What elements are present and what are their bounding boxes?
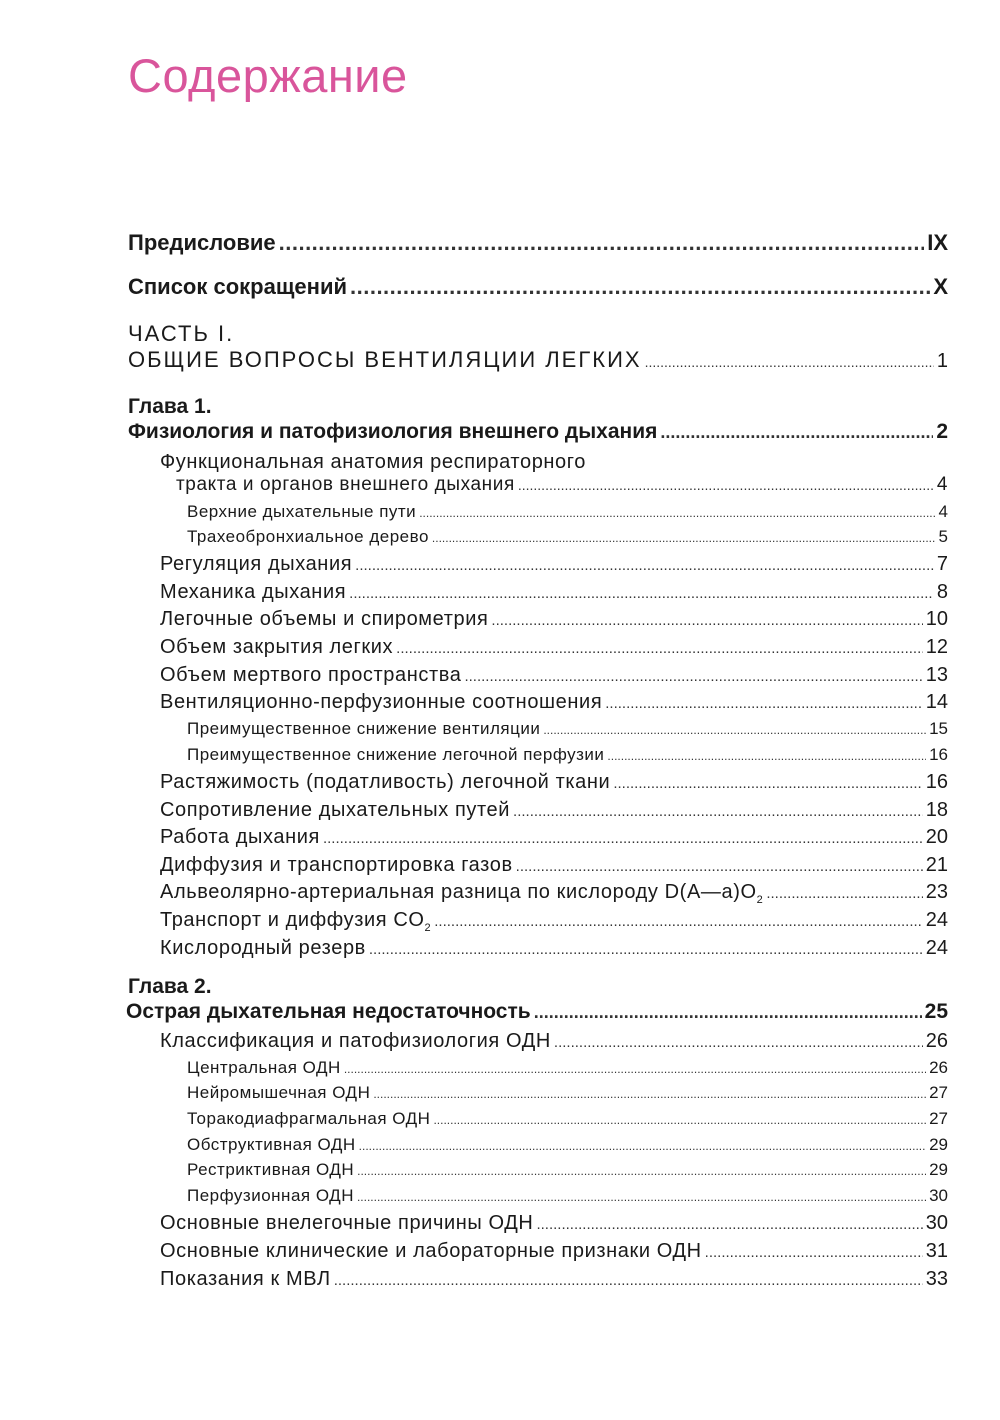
toc-entry-chapter-1[interactable] [128,421,948,442]
toc-page-number: 31 [925,1240,948,1262]
toc-entry-label: Рестриктивная ОДН [187,1160,355,1179]
toc-page-number: 14 [925,691,948,713]
chapter-title: Физиология и патофизиология внешнего дыхания [128,420,658,443]
toc-entry-label: Перфузионная ОДН [187,1186,354,1205]
dot-leader [543,724,926,736]
toc-page-number: 23 [925,881,948,903]
toc-subentry[interactable] [187,1110,948,1127]
toc-entry-label: Верхние дыхательные пути [187,502,417,521]
chapter-label: Глава 1. [128,395,212,418]
toc-page-number: X [933,274,948,299]
toc-entry-label: Преимущественное снижение легочной перфузии [187,745,605,764]
toc-entry[interactable] [160,582,948,602]
toc-subentry[interactable] [187,1136,948,1153]
toc-page-number: 30 [925,1212,948,1234]
dot-leader [518,478,934,492]
dot-leader [334,1273,923,1288]
toc-entry-label: Альвеолярно-артериальная разница по кислороду $D(A—a)O_2$ [160,881,764,906]
toc-page-number: 24 [925,909,948,931]
toc-subentry[interactable] [187,528,948,545]
toc-page-number: 15 [929,719,948,738]
dot-leader [705,1245,923,1260]
toc-subentry[interactable] [187,503,948,520]
dot-leader [491,613,922,628]
toc-page-number: 13 [925,664,948,686]
toc-entry[interactable] [160,910,948,934]
dot-leader [554,1035,923,1050]
dot-leader [645,355,934,369]
toc-page-number: 21 [925,854,948,876]
toc-subentry[interactable] [187,746,948,763]
toc-entry-label: Механика дыхания [160,581,347,603]
toc-entry-label: Растяжимость (податливость) легочной ткани [160,771,611,793]
toc-entry-label: Основные внелегочные причины ОДН [160,1212,534,1234]
dot-leader [323,831,923,846]
toc-entry[interactable] [160,665,948,685]
dot-leader [464,669,922,684]
toc-entry-label: Легочные объемы и спирометрия [160,608,489,630]
toc-entry-abbreviations[interactable] [128,276,948,298]
dot-leader [357,1191,926,1203]
toc-page-number: 30 [929,1186,948,1205]
toc-entry-label: Преимущественное снижение вентиляции [187,719,541,738]
toc-page-number: 4 [938,502,948,521]
toc-entry-preface[interactable] [128,232,948,254]
toc-subentry[interactable] [187,720,948,737]
part-label: ЧАСТЬ I. [128,321,235,346]
toc-entry[interactable] [176,475,948,494]
toc-entry-label: Вентиляционно-перфузионные соотношения [160,691,603,713]
dot-leader [350,276,930,298]
toc-entry-label: Кислородный резерв [160,937,366,959]
toc-subentry[interactable] [187,1059,948,1076]
toc-entry[interactable] [160,800,948,820]
dot-leader [513,804,923,819]
dot-leader [613,776,922,791]
dot-leader [396,641,923,656]
toc-page-number: 26 [929,1058,948,1077]
toc-entry[interactable] [160,1031,948,1051]
toc-entry-label: Работа дыхания [160,826,320,848]
dot-leader [373,1088,926,1100]
dot-leader [357,1165,926,1177]
toc-page-number: 12 [925,636,948,658]
toc-entry-label: Сопротивление дыхательных путей [160,799,511,821]
toc-page-number: 27 [929,1109,948,1128]
toc-page-number: 33 [925,1268,948,1290]
toc-entry[interactable] [160,554,948,574]
toc-page-number: 18 [925,799,948,821]
toc-entry[interactable] [160,692,948,712]
dot-leader [605,696,922,711]
toc-entry-part-1[interactable] [128,349,948,371]
toc-page-number: 16 [929,745,948,764]
toc-page-number: 26 [925,1030,948,1052]
toc-entry-label: Объем мертвого пространства [160,664,462,686]
toc-entry-label: Показания к МВЛ [160,1268,331,1290]
page-title: Содержание [128,49,408,102]
dot-leader [766,886,922,901]
part-title: ОБЩИЕ ВОПРОСЫ ВЕНТИЛЯЦИИ ЛЕГКИХ [128,347,642,372]
toc-page-number: 20 [925,826,948,848]
toc-page-number: 25 [924,1000,948,1023]
toc-page-number: 2 [936,420,948,443]
toc-page-number: 4 [936,474,948,495]
toc-entry[interactable] [160,637,948,657]
dot-leader [419,507,935,519]
toc-entry-label: Транспорт и диффузия $CO_2$ [160,909,432,934]
dot-leader [344,1063,926,1075]
dot-leader [660,423,933,441]
toc-entry-label: Регуляция дыхания [160,553,353,575]
toc-page-number: 1 [936,350,948,372]
dot-leader [536,1217,922,1232]
toc-entry-label: Основные клинические и лабораторные признаки ОДН [160,1240,702,1262]
toc-entry[interactable] [160,609,948,629]
toc-entry[interactable] [160,1269,948,1289]
dot-leader [355,558,934,573]
toc-entry-label: Классификация и патофизиология ОДН [160,1030,551,1052]
toc-entry[interactable] [160,938,948,958]
toc-page-number: 7 [936,553,948,575]
dot-leader [433,1114,926,1126]
toc-subentry[interactable] [187,1084,948,1101]
toc-entry[interactable] [160,772,948,792]
toc-entry-chapter-2[interactable] [126,1001,948,1022]
dot-leader [432,532,936,544]
dot-leader [434,914,923,929]
toc-entry-label: Диффузия и транспортировка газов [160,854,513,876]
dot-leader [369,942,923,957]
toc-page-number: 29 [929,1135,948,1154]
toc-entry-label: Обструктивная ОДН [187,1135,356,1154]
toc-page-number: 24 [925,937,948,959]
dot-leader [607,750,926,762]
toc-entry-label: Трахеобронхиальное дерево [187,527,429,546]
toc-entry[interactable] [160,1213,948,1233]
toc-subentry[interactable] [187,1187,948,1204]
toc-page-number: IX [927,230,948,255]
toc-page-number: 10 [925,608,948,630]
toc-entry[interactable] [160,855,948,875]
toc-entry[interactable] [160,827,948,847]
dot-leader [359,1140,926,1152]
toc-entry[interactable] [160,882,948,906]
toc-entry-label: Нейромышечная ОДН [187,1083,371,1102]
toc-entry-label: Объем закрытия легких [160,636,394,658]
chapter-title: Острая дыхательная недостаточность [126,1000,531,1023]
toc-entry[interactable] [160,1241,948,1261]
toc-page-number: 5 [938,527,948,546]
dot-leader [279,232,925,254]
toc-entry-label: Торакодиафрагмальная ОДН [187,1109,431,1128]
dot-leader [516,859,923,874]
toc-entry-label: тракта и органов внешнего дыхания [176,474,515,495]
dot-leader [534,1003,922,1021]
toc-page-number: 8 [936,581,948,603]
chapter-label: Глава 2. [128,975,212,998]
toc-entry-label-line1: Функциональная анатомия респираторного [160,451,586,473]
toc-page-number: 16 [925,771,948,793]
toc-page-number: 27 [929,1083,948,1102]
dot-leader [349,586,934,601]
toc-subentry[interactable] [187,1161,948,1178]
toc-entry-label: Предисловие [128,230,276,255]
toc-page-number: 29 [929,1160,948,1179]
toc-entry-label: Центральная ОДН [187,1058,341,1077]
toc-entry-label: Список сокращений [128,274,347,299]
